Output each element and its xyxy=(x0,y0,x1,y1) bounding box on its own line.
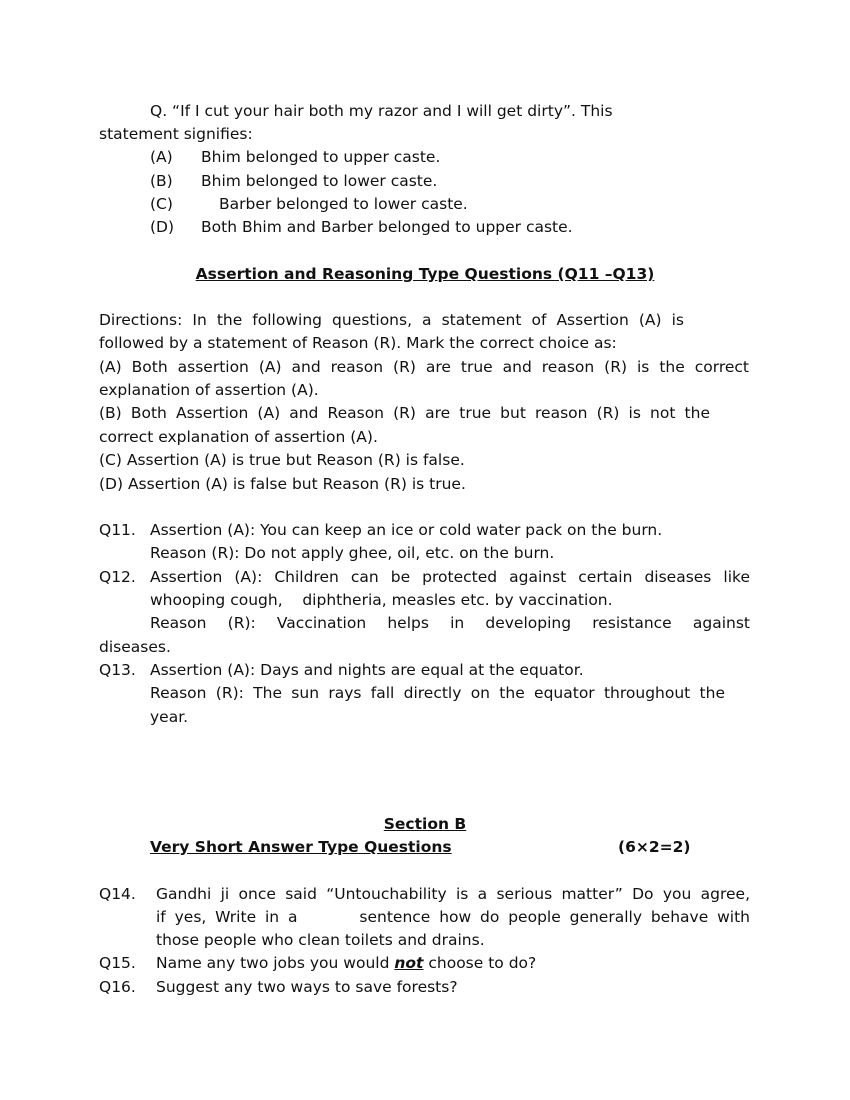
question-line-1: Q. “If I cut your hair both my razor and I will get dirty”. This xyxy=(150,102,613,120)
q15-text-pre: Name any two jobs you would xyxy=(156,954,395,972)
directions-line-5: (B) Both Assertion (A) and Reason (R) are true but reason (R) is not the xyxy=(99,404,710,422)
q12-assertion-line-1: Assertion (A): Children can be protected against certain diseases like xyxy=(150,568,750,586)
directions-line-4: explanation of assertion (A). xyxy=(99,381,319,399)
q14-number: Q14. xyxy=(99,885,136,903)
q13-assertion: Assertion (A): Days and nights are equal at the equator. xyxy=(150,661,584,679)
q13-number: Q13. xyxy=(99,661,136,679)
option-c-text: Barber belonged to lower caste. xyxy=(219,195,468,213)
directions-line-1: Directions: In the following questions, a statement of Assertion (A) is xyxy=(99,311,684,329)
option-b-text: Bhim belonged to lower caste. xyxy=(201,172,438,190)
q16-number: Q16. xyxy=(99,978,136,996)
directions-line-7: (C) Assertion (A) is true but Reason (R) is false. xyxy=(99,451,465,469)
q11-assertion: Assertion (A): You can keep an ice or cold water pack on the burn. xyxy=(150,521,663,539)
q14-line-3: those people who clean toilets and drains. xyxy=(156,931,485,949)
option-a-text: Bhim belonged to upper caste. xyxy=(201,148,441,166)
q15-text-post: choose to do? xyxy=(423,954,537,972)
q13-reason-line-2: year. xyxy=(150,708,189,726)
q11-reason: Reason (R): Do not apply ghee, oil, etc. on the burn. xyxy=(150,544,555,562)
q14-line-2: if yes, Write in a sentence how do people generally behave with xyxy=(156,908,750,926)
option-d-text: Both Bhim and Barber belonged to upper caste. xyxy=(201,218,573,236)
option-b-letter: (B) xyxy=(150,172,173,190)
q12-assertion-line-2: whooping cough, diphtheria, measles etc. by vaccination. xyxy=(150,591,613,609)
directions-line-2: followed by a statement of Reason (R). Mark the correct choice as: xyxy=(99,334,617,352)
directions-line-8: (D) Assertion (A) is false but Reason (R) is true. xyxy=(99,475,466,493)
q15-number: Q15. xyxy=(99,954,136,972)
directions-line-3: (A) Both assertion (A) and reason (R) are true and reason (R) is the correct xyxy=(99,358,749,376)
option-c-letter: (C) xyxy=(150,195,173,213)
q15-text xyxy=(156,953,536,973)
q12-number: Q12. xyxy=(99,568,136,586)
q15-emphasis: not xyxy=(394,954,424,972)
q16-text: Suggest any two ways to save forests? xyxy=(156,978,458,996)
directions-line-6: correct explanation of assertion (A). xyxy=(99,428,378,446)
option-a-letter: (A) xyxy=(150,148,173,166)
q12-reason-line-1: Reason (R): Vaccination helps in developing resistance against xyxy=(150,614,750,632)
option-d-letter: (D) xyxy=(150,218,175,236)
section-b-title: Section B xyxy=(383,815,467,833)
section-b-marks: (6×2=2) xyxy=(618,838,691,856)
q11-number: Q11. xyxy=(99,521,136,539)
assertion-heading: Assertion and Reasoning Type Questions (Q11 –Q13) xyxy=(195,265,655,283)
q14-line-1: Gandhi ji once said “Untouchability is a serious matter” Do you agree, xyxy=(156,885,750,903)
q13-reason-line-1: Reason (R): The sun rays fall directly on the equator throughout the xyxy=(150,684,725,702)
q12-reason-line-2: diseases. xyxy=(99,638,171,656)
section-b-subtitle: Very Short Answer Type Questions xyxy=(150,838,452,856)
question-line-2: statement signifies: xyxy=(99,125,253,143)
